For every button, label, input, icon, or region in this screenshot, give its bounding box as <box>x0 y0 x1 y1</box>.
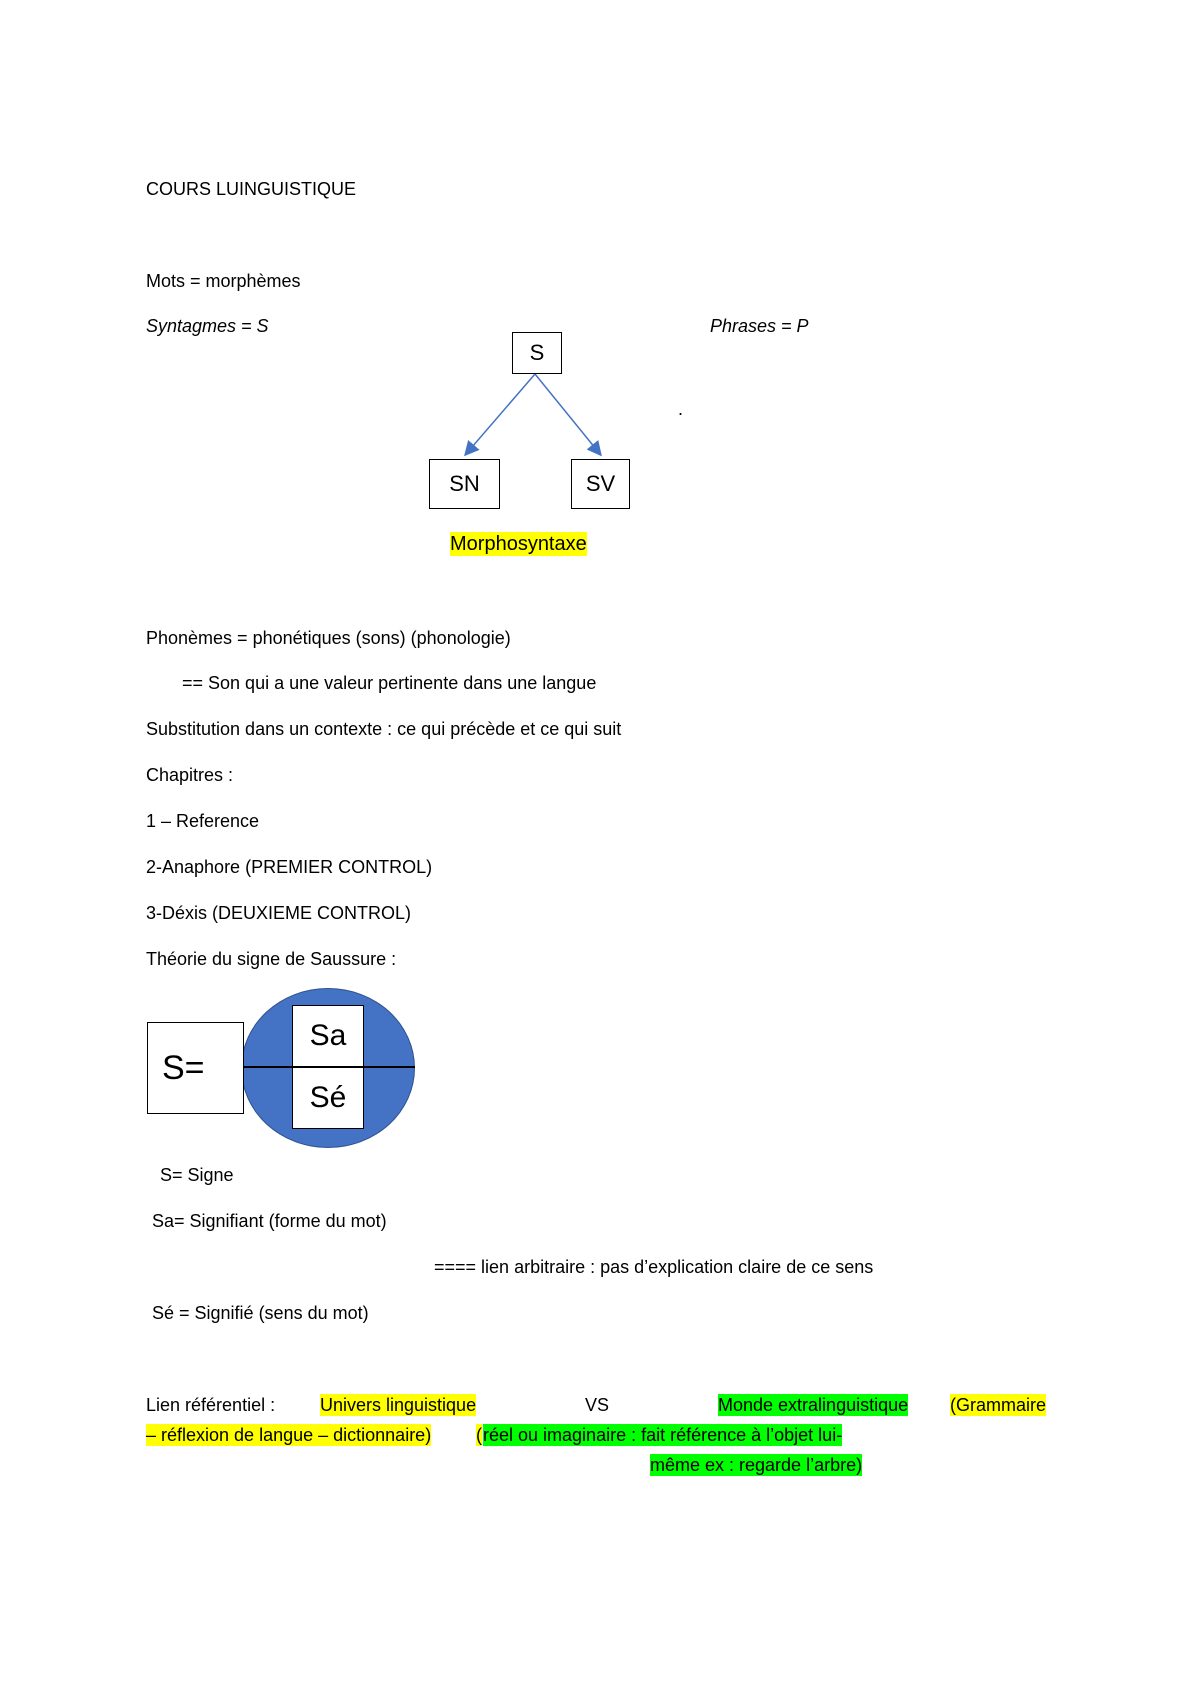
chapter-item: 2-Anaphore (PREMIER CONTROL) <box>146 857 433 877</box>
substitution-line: Substitution dans un contexte : ce qui précède et ce qui suit <box>146 719 622 739</box>
phonemes-line: Phonèmes = phonétiques (sons) (phonologie) <box>146 628 511 648</box>
univers-linguistique: Univers linguistique <box>320 1395 477 1415</box>
mots-line: Mots = morphèmes <box>146 271 301 291</box>
stray-dot: . <box>678 399 684 419</box>
chapter-item: 3-Déxis (DEUXIEME CONTROL) <box>146 903 412 923</box>
reel-part-1: réel ou imaginaire : fait référence à l’objet lui- <box>483 1425 843 1445</box>
theorie-line: Théorie du signe de Saussure : <box>146 949 397 969</box>
tree-node-s: S <box>512 332 562 374</box>
reel-part-2: même ex : regarde l’arbre) <box>650 1455 863 1475</box>
open-paren: ( <box>476 1425 482 1445</box>
grammaire-part-1: (Grammaire <box>950 1395 1047 1415</box>
def-lien-arbitraire: ==== lien arbitraire : pas d’explication claire de ce sens <box>434 1257 874 1277</box>
sign-s-box: S= <box>147 1022 244 1114</box>
tree-node-sv: SV <box>571 459 630 509</box>
def-signifiant: Sa= Signifiant (forme du mot) <box>152 1211 387 1231</box>
phonemes-definition: == Son qui a une valeur pertinente dans une langue <box>182 673 597 693</box>
def-signe: S= Signe <box>160 1165 234 1185</box>
signifiant-box: Sa <box>292 1005 364 1067</box>
syntagmes-line: Syntagmes = S <box>146 316 269 336</box>
chapitres-heading: Chapitres : <box>146 765 234 785</box>
document-title: COURS LUINGUISTIQUE <box>146 179 357 199</box>
signifie-box: Sé <box>292 1067 364 1129</box>
tree-node-sn: SN <box>429 459 500 509</box>
grammaire-part-2: – réflexion de langue – dictionnaire) <box>146 1425 432 1445</box>
def-signifie: Sé = Signifié (sens du mot) <box>152 1303 369 1323</box>
chapter-item: 1 – Reference <box>146 811 260 831</box>
lien-ref-label: Lien référentiel : <box>146 1395 276 1415</box>
arrow-to-sv <box>535 374 600 454</box>
morphosyntaxe-caption: Morphosyntaxe <box>450 533 587 555</box>
phrases-line: Phrases = P <box>710 316 809 336</box>
vs-label: VS <box>585 1395 610 1415</box>
monde-extralinguistique: Monde extralinguistique <box>718 1395 909 1415</box>
arrow-to-sn <box>466 374 535 454</box>
